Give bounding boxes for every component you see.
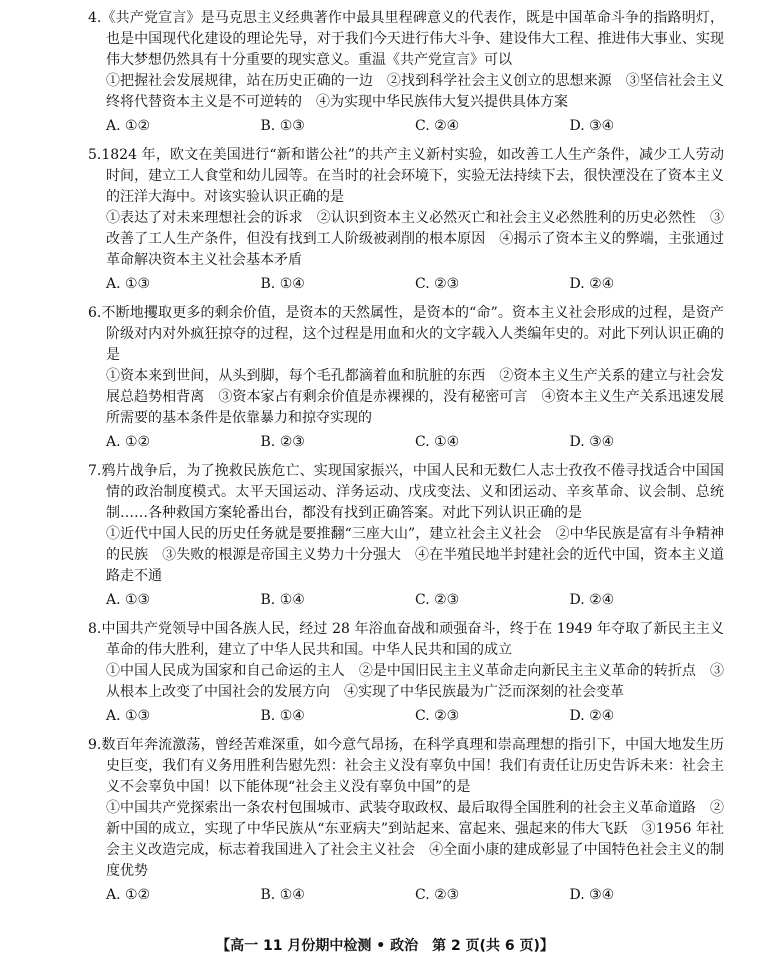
option-b[interactable]: B. ①③ [260,117,305,134]
option-d[interactable]: D. ③④ [569,117,615,134]
option-a[interactable]: A. ①③ [106,591,151,608]
option-b[interactable]: B. ①④ [260,275,305,292]
question-statements: ①中国共产党探索出一条农村包围城市、武装夺取政权、最后取得全国胜利的社会主义革命道路 ②新中国的成立，实现了中华民族从“东亚病夫”到站起来、富起来、强起来的伟大飞跃 ③1956 年社会主义改造完成，标志着我国进入了社会主义社会 ④全面小康的建成彰显了中国特色社会主义的制度优势 [106,800,724,879]
option-d[interactable]: D. ③④ [569,886,615,903]
option-c[interactable]: C. ②③ [415,707,460,724]
option-d[interactable]: D. ②④ [569,591,615,608]
answer-options [88,703,724,729]
option-c[interactable]: C. ②③ [415,275,460,292]
option-c[interactable]: C. ②③ [415,886,460,903]
option-d[interactable]: D. ②④ [569,275,615,292]
exam-page [88,8,724,914]
question-number: 7. [88,463,102,479]
option-c[interactable]: C. ②③ [415,591,460,608]
question-statements: ①近代中国人民的历史任务就是要推翻“三座大山”，建立社会主义社会 ②中华民族是富有斗争精神的民族 ③失败的根源是帝国主义势力十分强大 ④在半殖民地半封建社会的近代中国，资本主义道路走不通 [106,526,724,584]
question-statements: ①表达了对未来理想社会的诉求 ②认识到资本主义必然灭亡和社会主义必然胜利的历史必然性 ③改善了工人生产条件，但没有找到工人阶级被剥削的根本原因 ④揭示了资本主义的弊端，主张通过革命解决资本主义社会基本矛盾 [106,210,724,268]
option-c[interactable]: C. ②④ [415,117,460,134]
question-text: 不断地攫取更多的剩余价值，是资本的天然属性，是资本的“命”。资本主义社会形成的过程，是资产阶级对内对外疯狂掠夺的过程，这个过程是用血和火的文字载入人类编年史的。对此下列认识正确的是 [101,305,724,363]
option-b[interactable]: B. ①④ [260,886,305,903]
option-d[interactable]: D. ②④ [569,707,615,724]
question-text: 鸦片战争后，为了挽救民族危亡、实现国家振兴，中国人民和无数仁人志士孜孜不倦寻找适合中国国情的政治制度模式。太平天国运动、洋务运动、戊戌变法、义和团运动、辛亥革命、议会制、总统制……各种救国方案轮番出台，都没有找到正确答案。对此下列认识正确的是 [101,463,724,521]
answer-options [88,882,724,908]
question-8 [88,619,724,729]
question-stem [88,619,724,661]
question-statements: ①中国人民成为国家和自己命运的主人 ②是中国旧民主主义革命走向新民主主义革命的转折点 ③从根本上改变了中国社会的发展方向 ④实现了中华民族最为广泛而深刻的社会变革 [106,663,724,700]
question-statements: ①把握社会发展规律，站在历史正确的一边 ②找到科学社会主义创立的思想来源 ③坚信社会主义终将代替资本主义是不可逆转的 ④为实现中华民族伟大复兴提供具体方案 [106,73,724,110]
option-a[interactable]: A. ①② [106,433,151,450]
option-a[interactable]: A. ①③ [106,707,151,724]
answer-options [88,429,724,455]
question-5 [88,145,724,297]
question-number: 6. [88,305,102,321]
option-d[interactable]: D. ③④ [569,433,615,450]
page-footer: 【高一 11 月份期中检测 • 政治 第 2 页(共 6 页)】 [216,938,554,954]
question-6 [88,303,724,455]
answer-options [88,587,724,613]
question-stem [88,303,724,366]
answer-options [88,271,724,297]
question-text: 中国共产党领导中国各族人民，经过 28 年浴血奋战和顽强奋斗，终于在 1949 年夺取了新民主主义革命的伟大胜利，建立了中华人民共和国。中华人民共和国的成立 [101,621,724,658]
option-a[interactable]: A. ①② [106,117,151,134]
question-text: 数百年奔流激荡，曾经苦难深重，如今意气昂扬，在科学真理和崇高理想的指引下，中国大地发生历史巨变，我们有义务用胜利告慰先烈：社会主义没有辜负中国！我们有责任让历史告诉未来：社会主义不会辜负中国！以下能体现“社会主义没有辜负中国”的是 [101,737,724,795]
question-stem [88,461,724,524]
option-b[interactable]: B. ②③ [260,433,305,450]
question-text: 《共产党宣言》是马克思主义经典著作中最具里程碑意义的代表作，既是中国革命斗争的指路明灯，也是中国现代化建设的理论先导，对于我们今天进行伟大斗争、建设伟大工程、推进伟大事业、实现伟大梦想仍然具有十分重要的现实意义。重温《共产党宣言》可以 [101,10,724,68]
question-4 [88,8,724,139]
question-text: 1824 年，欧文在美国进行“新和谐公社”的共产主义新村实验，如改善工人生产条件，减少工人劳动时间，建立工人食堂和幼儿园等。在当时的社会环境下，实验无法持续下去，很快湮没在了资本主义的汪洋大海中。对该实验认识正确的是 [101,147,724,205]
answer-options [88,113,724,139]
option-c[interactable]: C. ①④ [415,433,460,450]
question-number: 4. [88,10,102,26]
question-stem [88,145,724,208]
question-stem [88,735,724,798]
question-9 [88,735,724,908]
option-a[interactable]: A. ①③ [106,275,151,292]
question-number: 8. [88,621,102,637]
question-number: 5. [88,147,102,163]
question-statements: ①资本来到世间，从头到脚，每个毛孔都滴着血和肮脏的东西 ②资本主义生产关系的建立与社会发展总趋势相背离 ③资本家占有剩余价值是赤裸裸的，没有秘密可言 ④资本主义生产关系迅速发展所需要的基本条件是依靠暴力和掠夺实现的 [106,368,724,426]
option-b[interactable]: B. ①④ [260,591,305,608]
option-b[interactable]: B. ①④ [260,707,305,724]
question-7 [88,461,724,613]
question-stem [88,8,724,71]
option-a[interactable]: A. ①② [106,886,151,903]
question-number: 9. [88,737,102,753]
